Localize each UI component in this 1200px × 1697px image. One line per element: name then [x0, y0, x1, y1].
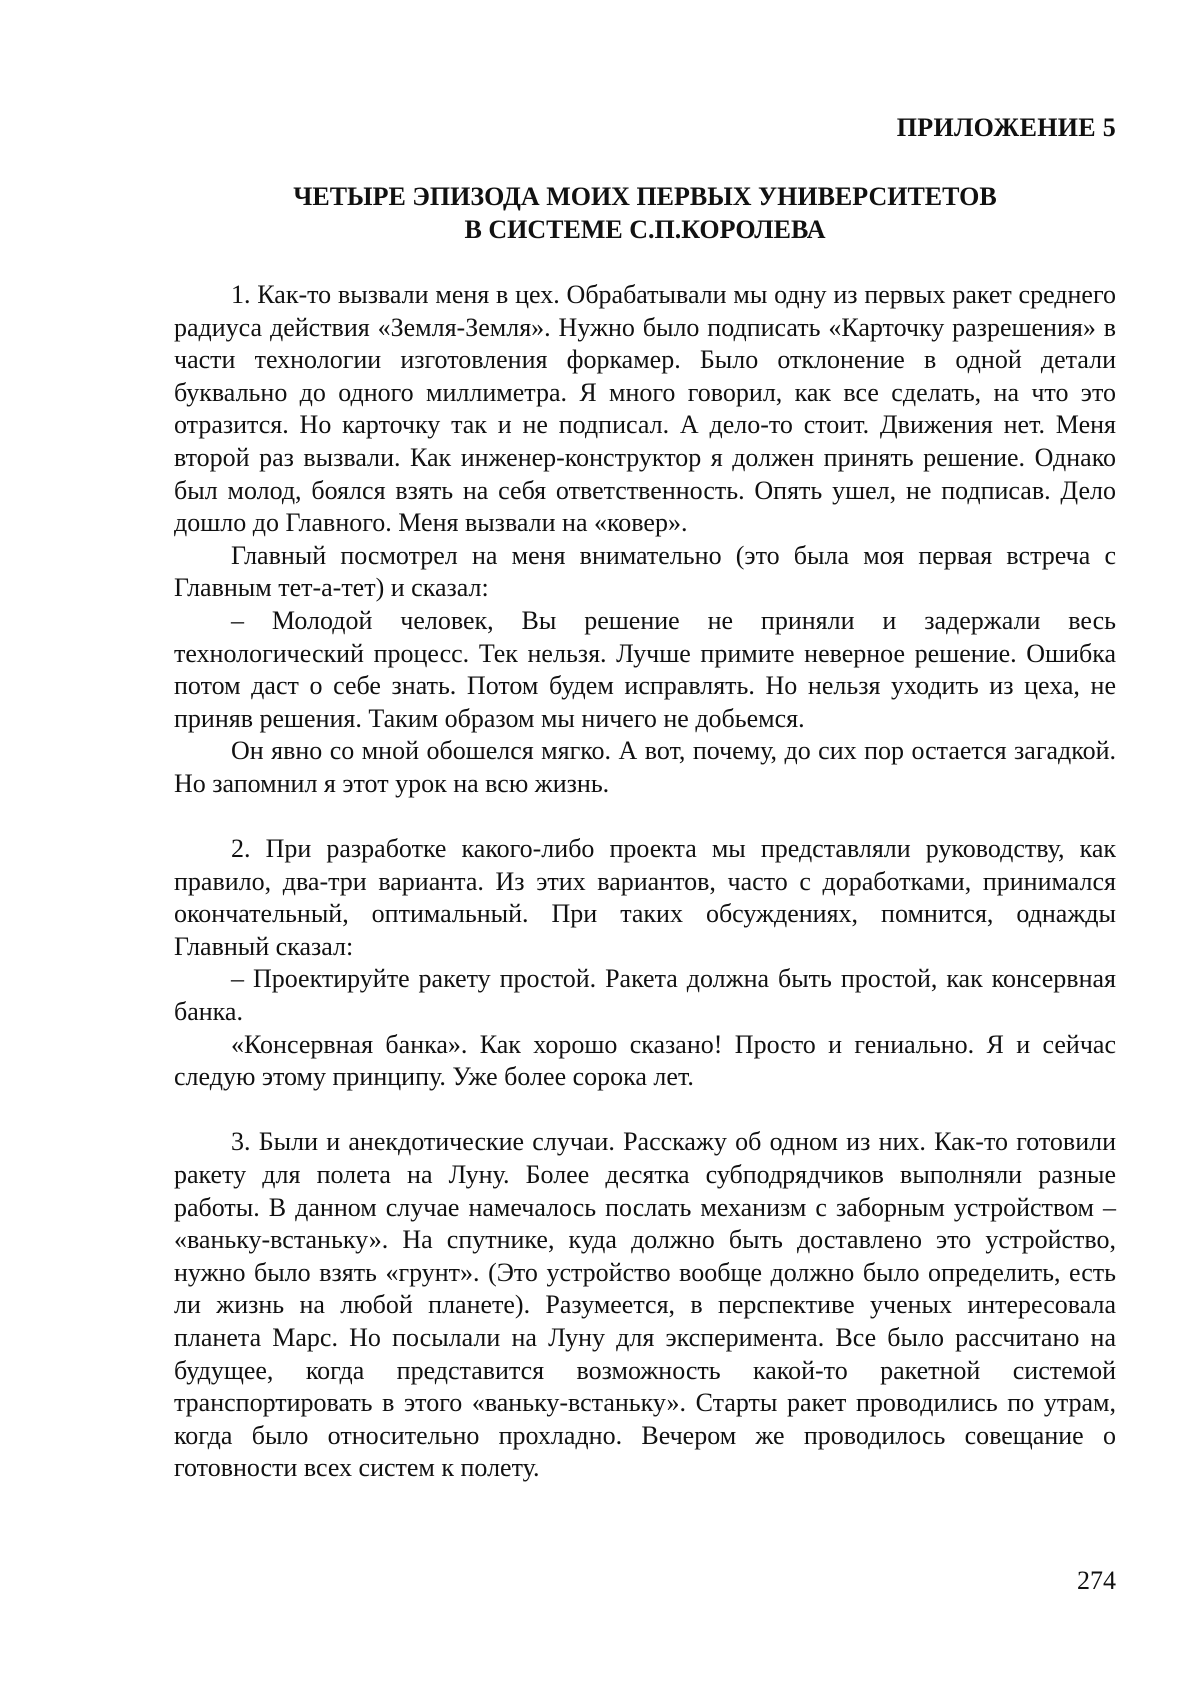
title-line-2: В СИСТЕМЕ С.П.КОРОЛЕВА: [464, 215, 826, 244]
title-line-1: ЧЕТЫРЕ ЭПИЗОДА МОИХ ПЕРВЫХ УНИВЕРСИТЕТОВ: [293, 182, 997, 211]
paragraph-quote: – Проектируйте ракету простой. Ракета должна быть простой, как консервная банка.: [174, 964, 1116, 1027]
paragraph-episode-3: 3. Были и анекдотические случаи. Расскажу об одном из них. Как-то готовили ракету для полета на Луну. Более десятка субподрядчиков выполняли разные работы. В данном случае намечалось послать механизм с заборным устройством – «ваньку-встаньку». На спутнике, куда должно быть доставлено это устройство, нужно было взять «грунт». (Это устройство вообще должно было определить, есть ли жизнь на любой планете). Разумеется, в перспективе ученых интересовала планета Марс. Но посылали на Луну для эксперимента. Все было рассчитано на будущее, когда представится возможность какой-то ракетной системой транспортировать в этого «ваньку-встаньку». Старты ракет проводились по утрам, когда было относительно прохладно. Вечером же проводилось совещание о готовности всех систем к полету.: [174, 1127, 1116, 1483]
paragraph: Он явно со мной обошелся мягко. А вот, почему, до сих пор остается загадкой. Но запомнил я этот урок на всю жизнь.: [174, 736, 1116, 798]
paragraph-episode-2: 2. При разработке какого-либо проекта мы представляли руководству, как правило, два-три варианта. Из этих вариантов, часто с доработками, принимался окончательный, оптимальный. При таких обсуждениях, помнится, однажды Главный сказал:: [174, 834, 1116, 961]
page-number: 274: [1077, 1566, 1116, 1595]
paragraph: Главный посмотрел на меня внимательно (это была моя первая встреча с Главным тет-а-тет) и сказал:: [174, 540, 1116, 603]
body-text: [174, 279, 1116, 1485]
paragraph: «Консервная банка». Как хорошо сказано! Просто и гениально. Я и сейчас следую этому принципу. Уже более сорока лет.: [174, 1029, 1116, 1092]
document-title: [174, 180, 1116, 246]
paragraph-episode-1: 1. Как-то вызвали меня в цех. Обрабатывали мы одну из первых ракет среднего радиуса действия «Земля-Земля». Нужно было подписать «Карточку разрешения» в части технологии изготовления форкамер. Было отклонение в одной детали буквально до одного миллиметра. Я много говорил, как все сделать, на что это отразится. Но карточку так и не подписал. А дело-то стоит. Движения нет. Меня второй раз вызвали. Как инженер-конструктор я должен принять решение. Однако был молод, боялся взять на себя ответственность. Опять ушел, не подписав. Дело дошло до Главного. Меня вызвали на «ковер».: [174, 280, 1116, 538]
appendix-label: ПРИЛОЖЕНИЕ 5: [896, 113, 1116, 142]
paragraph-quote: – Молодой человек, Вы решение не приняли и задержали весь технологический процесс. Тек нельзя. Лучше примите неверное решение. Ошибка потом даст о себе знать. Потом будем исправлять. Но нельзя уходить из цеха, не приняв решения. Таким образом мы ничего не добьемся.: [174, 605, 1116, 733]
